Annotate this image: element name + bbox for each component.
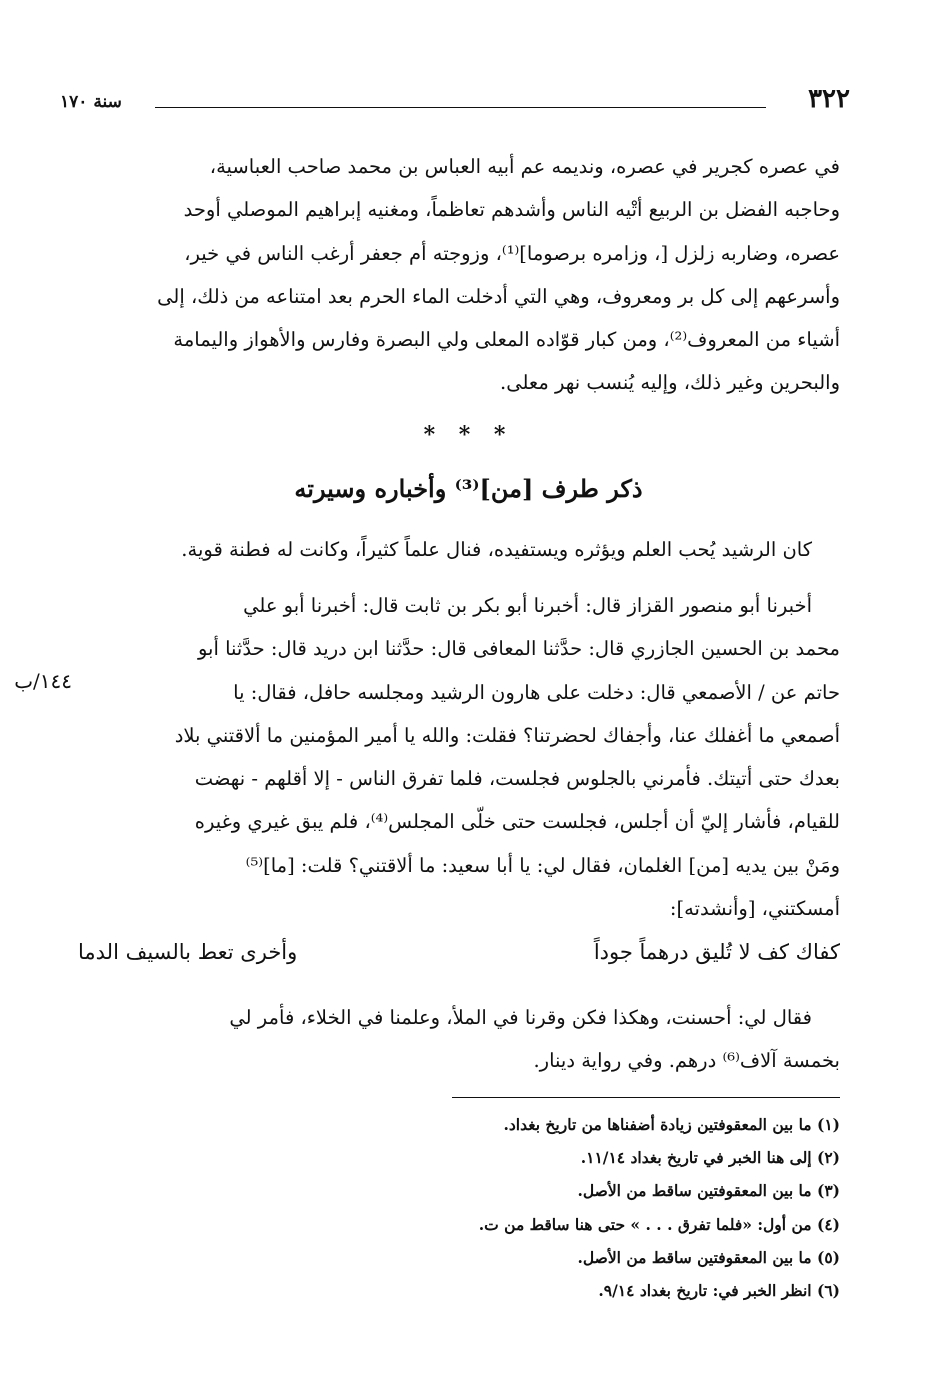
text-line: أخبرنا أبو منصور القزاز قال: أخبرنا أبو بكر بن ثابت قال: أخبرنا أبو علي (243, 594, 812, 617)
section-separator: * * * (423, 422, 514, 448)
verse-second-hemistich: وأخرى تعط بالسيف الدما (78, 940, 298, 964)
text-line: أشياء من المعروف⁽²⁾، ومن كبار قوّاده المعلى ولي البصرة وفارس والأهواز واليمامة (173, 328, 840, 352)
text-line: فقال لي: أحسنت، وهكذا فكن وقرنا في الملأ، وعلمنا في الخلاء، فأمر لي (229, 1006, 812, 1029)
running-head: سنة ١٧٠ (60, 92, 122, 112)
page-header (60, 84, 850, 118)
paragraph-2 (78, 528, 840, 571)
text-line: للقيام، فأشار إليّ أن أجلس، فجلست حتى خلّى المجلس⁽⁴⁾، فلم يبق غيري وغيره (194, 810, 840, 834)
footnote: (٢) إلى هنا الخبر في تاريخ بغداد ١١/١٤. (580, 1148, 840, 1168)
footnote: (١) ما بين المعقوفتين زيادة أضفناها من تاريخ بغداد. (503, 1115, 840, 1134)
manuscript-folio-note: ١٤٤/ب (14, 669, 72, 693)
text-line: وحاجبه الفضل بن الربيع أتْيه الناس وأشدهم تعاظماً، ومغنيه إبراهيم الموصلي أوحد (183, 198, 840, 222)
text-line: والبحرين وغير ذلك، وإليه يُنسب نهر معلى. (500, 371, 840, 395)
paragraph-4 (78, 996, 840, 1083)
footnote: (٦) انظر الخبر في: تاريخ بغداد ٩/١٤. (598, 1281, 840, 1301)
header-rule (155, 107, 766, 108)
section-heading: ذكر طرف [من]⁽³⁾ وأخباره وسيرته (294, 474, 643, 503)
footnote-rule (452, 1097, 840, 1098)
poetry-verse (78, 940, 840, 980)
paragraph-3 (78, 584, 840, 930)
text-line: أصمعي ما أغفلك عنا، وأجفاك لحضرتنا؟ فقلت: والله يا أمير المؤمنين ما ألاقتني بلاد (174, 723, 840, 747)
text-line: محمد بن الحسين الجازري قال: حدَّثنا المعافى قال: حدَّثنا ابن دريد قال: حدَّثنا أبو (197, 637, 840, 661)
verse-first-hemistich: كفاك كف لا تُليق درهماً جوداً (593, 940, 840, 964)
text-line: أمسكتني، [وأنشدته]: (669, 897, 840, 921)
footnote: (٤) من أول: «فلما تفرق . . . » حتى هنا ساقط من ت. (478, 1214, 840, 1234)
footnotes (340, 1108, 840, 1307)
text-line: في عصره كجرير في عصره، ونديمه عم أبيه العباس بن محمد صاحب العباسية، (209, 155, 840, 178)
text-line: بعدك حتى أتيتك. فأمرني بالجلوس فجلست، فلما تفرق الناس - إلا أقلهم - نهضت (194, 767, 840, 791)
footnote: (٥) ما بين المعقوفتين ساقط من الأصل. (577, 1247, 840, 1267)
text-line: وأسرعهم إلى كل بر ومعروف، وهي التي أدخلت الماء الحرم بعد امتناعه من ذلك، إلى (157, 284, 840, 308)
text-line: عصره، وضاربه زلزل [، وزامره برصوما]⁽¹⁾، وزوجته أم جعفر أرغب الناس في خير، (184, 241, 840, 265)
page-number: ٣٢٢ (808, 84, 850, 114)
paragraph-1 (78, 145, 840, 405)
text-line: ومَنْ بين يديه [من] الغلمان، فقال لي: يا أبا سعيد: ما ألاقتني؟ قلت: [ما]⁽⁵⁾ (245, 853, 840, 877)
text-line: كان الرشيد يُحب العلم ويؤثره ويستفيده، فنال علماً كثيراً، وكانت له فطنة قوية. (181, 538, 812, 561)
text-line: بخمسة آلاف⁽⁶⁾ درهم. وفي رواية دينار. (533, 1049, 840, 1073)
footnote: (٣) ما بين المعقوفتين ساقط من الأصل. (577, 1181, 840, 1201)
text-line: حاتم عن / الأصمعي قال: دخلت على هارون الرشيد ومجلسه حافل، فقال: يا (233, 680, 840, 704)
